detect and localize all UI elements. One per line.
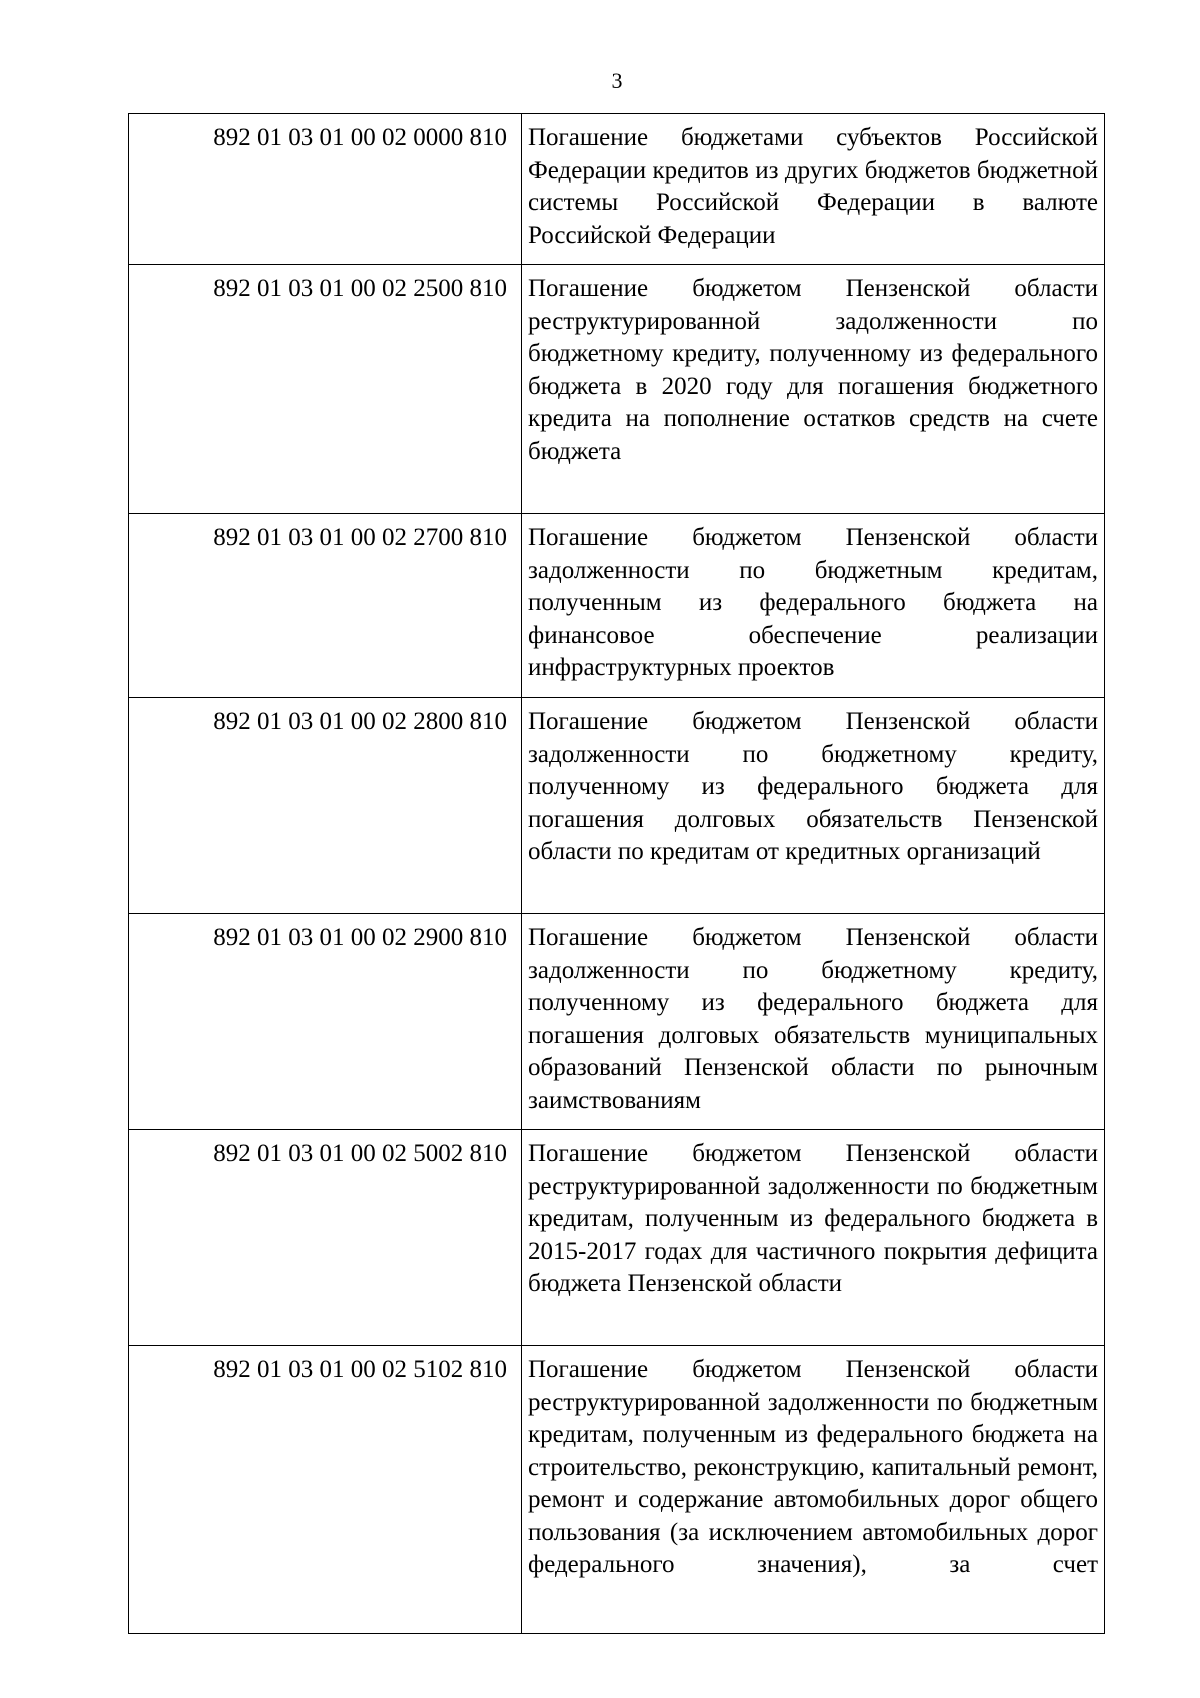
description-cell: Погашение бюджетами субъектов Российской Федерации кредитов из других бюджетов бюджетной системы Российской Федерации в валюте Российской Федерации [522,114,1105,265]
table-row [129,914,1105,1130]
description-cell: Погашение бюджетом Пензенской области реструктурированной задолженности по бюджетным кредитам, полученным из федерального бюджета на строительство, реконструкцию, капитальный ремонт, ремонт и содержание автомобильных дорог общего пользования (за исключением автомобильных дорог федерального значения), за счет [522,1346,1105,1634]
budget-code-cell: 892 01 03 01 00 02 2900 810 [129,914,522,1130]
budget-code-cell: 892 01 03 01 00 02 2700 810 [129,514,522,698]
budget-code-cell: 892 01 03 01 00 02 5002 810 [129,1130,522,1346]
budget-code-cell: 892 01 03 01 00 02 0000 810 [129,114,522,265]
page-number: 3 [611,68,623,93]
description-cell: Погашение бюджетом Пензенской области реструктурированной задолженности по бюджетному кредиту, полученному из федерального бюджета в 2020 году для погашения бюджетного кредита на пополнение остатков средств на счете бюджета [522,265,1105,514]
budget-classification-table [128,113,1105,1634]
description-cell: Погашение бюджетом Пензенской области задолженности по бюджетному кредиту, полученному из федерального бюджета для погашения долговых обязательств муниципальных образований Пензенской области по рыночным заимствованиям [522,914,1105,1130]
budget-code-cell: 892 01 03 01 00 02 5102 810 [129,1346,522,1634]
table-row [129,514,1105,698]
description-cell: Погашение бюджетом Пензенской области задолженности по бюджетному кредиту, полученному из федерального бюджета для погашения долговых обязательств Пензенской области по кредитам от кредитных организаций [522,698,1105,914]
table-row [129,114,1105,265]
table-row [129,1130,1105,1346]
description-cell: Погашение бюджетом Пензенской области реструктурированной задолженности по бюджетным кредитам, полученным из федерального бюджета в 2015-2017 годах для частичного покрытия дефицита бюджета Пензенской области [522,1130,1105,1346]
description-cell: Погашение бюджетом Пензенской области задолженности по бюджетным кредитам, полученным из федерального бюджета на финансовое обеспечение реализации инфраструктурных проектов [522,514,1105,698]
table-row [129,1346,1105,1634]
budget-code-cell: 892 01 03 01 00 02 2800 810 [129,698,522,914]
table-row [129,698,1105,914]
table-row [129,265,1105,514]
budget-code-cell: 892 01 03 01 00 02 2500 810 [129,265,522,514]
